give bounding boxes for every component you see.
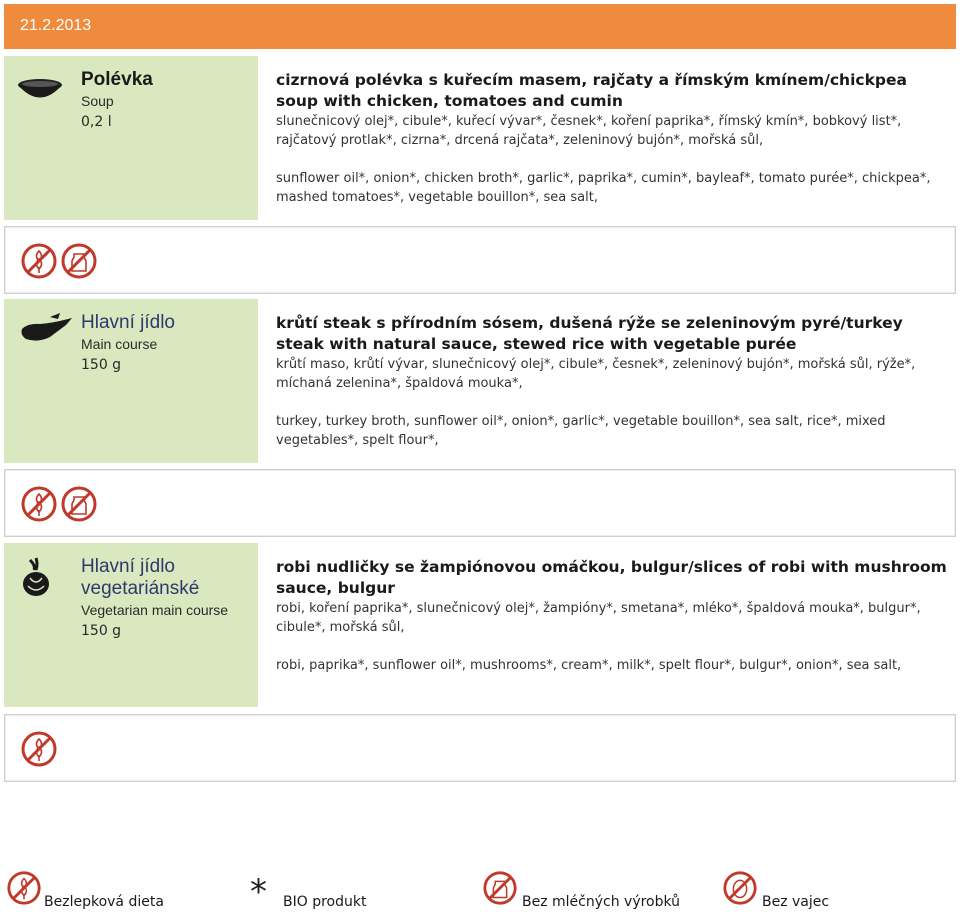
turkey-steak-icon [18, 307, 74, 347]
dish-details [276, 313, 952, 450]
no-milk-icon [60, 242, 98, 280]
category-english: Soup [81, 93, 114, 109]
portion-size: 0,2 l [81, 114, 112, 130]
portion-size: 150 g [81, 357, 122, 373]
no-milk-icon [60, 485, 98, 523]
dish-title: cizrnová polévka s kuřecím masem, rajčaty a římským kmínem/chickpea soup with chicken, tomatoes and cumin [276, 71, 907, 110]
no-gluten-icon [6, 870, 42, 906]
legend-label: Bezlepková dieta [44, 894, 164, 910]
category-name: Polévka [81, 69, 153, 90]
category-box [4, 543, 258, 707]
soup-bowl-icon [16, 68, 68, 108]
bio-star-icon: * [250, 872, 267, 912]
ingredients-english: sunflower oil*, onion*, chicken broth*, garlic*, paprika*, cumin*, bayleaf*, tomato purée*, chickpea*, mashed tomatoes*, vegetable bouillon*, sea salt, [276, 171, 931, 205]
ingredients-czech: krůtí maso, krůtí vývar, slunečnicový olej*, cibule*, česnek*, zeleninový bujón*, mořská sůl, rýže*, míchaná zelenina*, špaldová mouka*, [276, 357, 916, 391]
date-header [4, 4, 956, 49]
no-egg-icon [722, 870, 758, 906]
ingredients-czech: slunečnicový olej*, cibule*, kuřecí vývar*, česnek*, koření paprika*, římský kmín*, bobkový list*, rajčatový protlak*, cizrna*, drcená rajčata*, zeleninový bujón*, mořská sůl, [276, 114, 902, 148]
dish-title: krůtí steak s přírodním sósem, dušená rýže se zeleninovým pyré/turkey steak with natural sauce, stewed rice with vegetable purée [276, 314, 903, 353]
allergen-legend [0, 868, 960, 913]
dish-title: robi nudličky se žampiónovou omáčkou, bulgur/slices of robi with mushroom sauce, bulgur [276, 558, 947, 597]
no-gluten-icon [20, 242, 58, 280]
menu-section-soup [4, 56, 956, 220]
ingredients-english: robi, paprika*, sunflower oil*, mushrooms*, cream*, milk*, spelt flour*, bulgur*, onion*, sea salt, [276, 658, 902, 673]
no-gluten-icon [20, 730, 58, 768]
menu-section-vegetarian [4, 543, 956, 707]
no-gluten-icon [20, 485, 58, 523]
date-label: 21.2.2013 [20, 17, 92, 34]
category-name: Hlavní jídlo vegetariánské [81, 556, 200, 599]
ingredients-czech: robi, koření paprika*, slunečnicový olej*, žampióny*, smetana*, mléko*, špaldová mouka*, bulgur*, cibule*, mořská sůl, [276, 601, 921, 635]
allergen-bar [4, 469, 956, 537]
ingredients-english: turkey, turkey broth, sunflower oil*, onion*, garlic*, vegetable bouillon*, sea salt, rice*, mixed vegetables*, spelt flour*, [276, 414, 886, 448]
category-english: Vegetarian main course [81, 602, 229, 618]
no-milk-icon [482, 870, 518, 906]
allergen-bar [4, 714, 956, 782]
category-english: Main course [81, 336, 158, 352]
category-box [4, 299, 258, 463]
vegetable-icon [16, 553, 68, 599]
legend-label: Bez mléčných výrobků [522, 894, 681, 910]
dish-details [276, 557, 952, 675]
allergen-bar [4, 226, 956, 294]
legend-label: Bez vajec [762, 894, 830, 910]
category-name: Hlavní jídlo [81, 312, 175, 333]
dish-details [276, 70, 952, 207]
portion-size: 150 g [81, 623, 122, 639]
category-box [4, 56, 258, 220]
menu-section-main [4, 299, 956, 463]
legend-label: BIO produkt [283, 894, 367, 910]
